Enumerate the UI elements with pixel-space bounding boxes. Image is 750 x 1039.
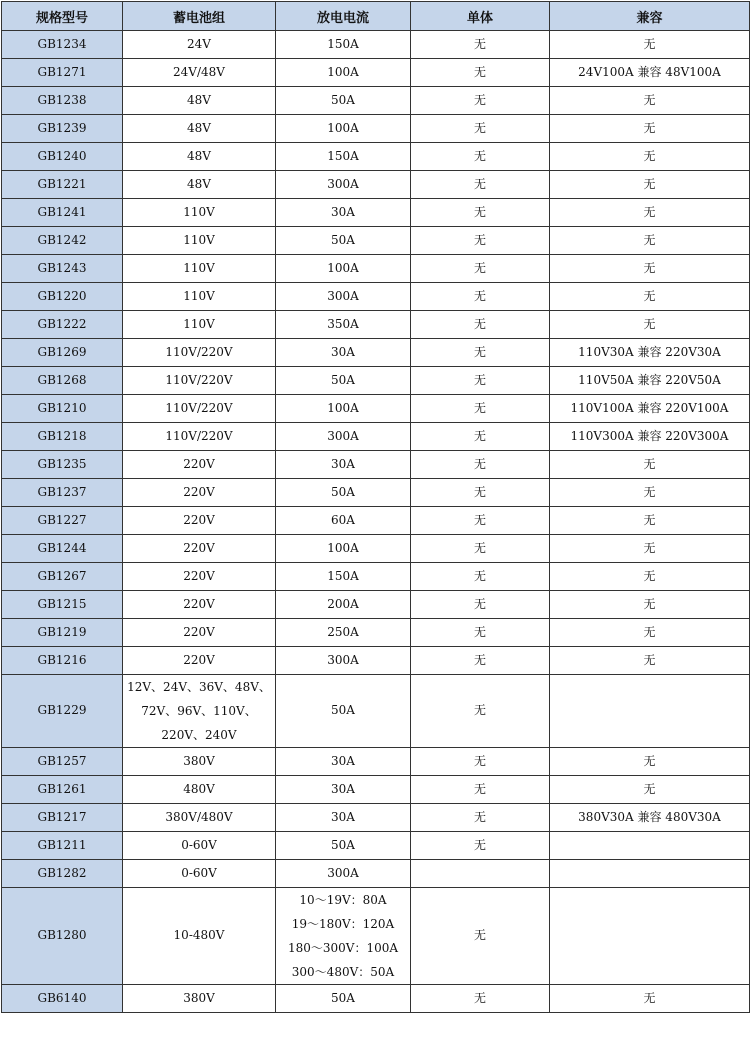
table-row [2, 888, 750, 985]
table-row [2, 367, 750, 395]
table-row [2, 563, 750, 591]
table-row [2, 199, 750, 227]
header-current: 放电电流 [276, 2, 411, 31]
model-cell: GB1239 [2, 115, 123, 143]
compat-cell: 无 [550, 507, 750, 535]
header-single: 单体 [411, 2, 550, 31]
compat-cell: 无 [550, 479, 750, 507]
table-row [2, 647, 750, 675]
battery-cell-line: 12V、24V、36V、48V、 [127, 680, 271, 694]
battery-cell: 110V [123, 283, 276, 311]
current-cell [276, 888, 411, 985]
single-cell: 无 [411, 985, 550, 1013]
compat-cell: 无 [550, 451, 750, 479]
header-row [2, 2, 750, 31]
table-row [2, 395, 750, 423]
battery-cell: 380V [123, 985, 276, 1013]
table-row [2, 59, 750, 87]
model-cell: GB1217 [2, 804, 123, 832]
current-cell: 300A [276, 171, 411, 199]
single-cell: 无 [411, 748, 550, 776]
current-cell: 350A [276, 311, 411, 339]
current-cell: 30A [276, 199, 411, 227]
single-cell: 无 [411, 832, 550, 860]
compat-cell: 无 [550, 227, 750, 255]
single-cell: 无 [411, 339, 550, 367]
model-cell: GB1234 [2, 31, 123, 59]
table-row [2, 227, 750, 255]
current-cell-line: 10～19V：80A [299, 893, 387, 907]
table-row [2, 619, 750, 647]
header-compat: 兼容 [550, 2, 750, 31]
single-cell: 无 [411, 563, 550, 591]
current-cell: 100A [276, 535, 411, 563]
compat-cell: 110V30A 兼容 220V30A [550, 339, 750, 367]
current-cell: 30A [276, 451, 411, 479]
current-cell: 50A [276, 367, 411, 395]
header-model: 规格型号 [2, 2, 123, 31]
single-cell: 无 [411, 888, 550, 985]
battery-cell: 220V [123, 647, 276, 675]
battery-cell: 110V [123, 227, 276, 255]
battery-cell-line: 220V、240V [161, 728, 237, 742]
model-cell: GB1268 [2, 367, 123, 395]
current-cell: 30A [276, 748, 411, 776]
battery-cell: 24V [123, 31, 276, 59]
current-cell: 300A [276, 423, 411, 451]
single-cell: 无 [411, 367, 550, 395]
single-cell: 无 [411, 143, 550, 171]
table-body [2, 31, 750, 1013]
single-cell: 无 [411, 647, 550, 675]
single-cell [411, 860, 550, 888]
battery-cell: 110V/220V [123, 423, 276, 451]
current-cell: 50A [276, 675, 411, 748]
single-cell: 无 [411, 171, 550, 199]
compat-cell: 无 [550, 115, 750, 143]
single-cell: 无 [411, 535, 550, 563]
table-row [2, 535, 750, 563]
single-cell: 无 [411, 619, 550, 647]
current-cell: 60A [276, 507, 411, 535]
model-cell: GB1227 [2, 507, 123, 535]
compat-cell: 110V100A 兼容 220V100A [550, 395, 750, 423]
battery-cell: 220V [123, 619, 276, 647]
current-cell-line: 180～300V：100A [287, 941, 399, 955]
table-row [2, 143, 750, 171]
current-cell-line: 19～180V：120A [291, 917, 395, 931]
battery-cell: 110V/220V [123, 395, 276, 423]
battery-cell: 220V [123, 563, 276, 591]
current-cell: 150A [276, 563, 411, 591]
battery-cell: 380V [123, 748, 276, 776]
model-cell: GB1241 [2, 199, 123, 227]
battery-cell: 480V [123, 776, 276, 804]
single-cell: 无 [411, 311, 550, 339]
battery-cell: 220V [123, 479, 276, 507]
compat-cell: 无 [550, 776, 750, 804]
battery-cell: 220V [123, 451, 276, 479]
battery-cell: 220V [123, 591, 276, 619]
single-cell: 无 [411, 591, 550, 619]
spec-table [1, 1, 750, 1013]
current-cell: 150A [276, 31, 411, 59]
compat-cell [550, 860, 750, 888]
single-cell: 无 [411, 283, 550, 311]
compat-cell: 380V30A 兼容 480V30A [550, 804, 750, 832]
current-cell: 150A [276, 143, 411, 171]
compat-cell: 无 [550, 143, 750, 171]
battery-cell: 48V [123, 143, 276, 171]
table-row [2, 860, 750, 888]
current-cell: 30A [276, 339, 411, 367]
table-row [2, 115, 750, 143]
current-cell: 300A [276, 283, 411, 311]
model-cell: GB1229 [2, 675, 123, 748]
header-battery: 蓄电池组 [123, 2, 276, 31]
battery-cell: 380V/480V [123, 804, 276, 832]
single-cell: 无 [411, 59, 550, 87]
model-cell: GB1267 [2, 563, 123, 591]
model-cell: GB1269 [2, 339, 123, 367]
current-cell: 50A [276, 832, 411, 860]
compat-cell: 110V300A 兼容 220V300A [550, 423, 750, 451]
compat-cell: 无 [550, 748, 750, 776]
compat-cell: 110V50A 兼容 220V50A [550, 367, 750, 395]
table-row [2, 507, 750, 535]
current-cell: 50A [276, 227, 411, 255]
battery-cell: 48V [123, 115, 276, 143]
battery-cell [123, 675, 276, 748]
table-row [2, 591, 750, 619]
battery-cell-line: 72V、96V、110V、 [141, 704, 257, 718]
compat-cell: 无 [550, 283, 750, 311]
battery-cell: 110V [123, 255, 276, 283]
model-cell: GB1237 [2, 479, 123, 507]
battery-cell: 24V/48V [123, 59, 276, 87]
battery-cell: 48V [123, 171, 276, 199]
model-cell: GB1242 [2, 227, 123, 255]
model-cell: GB1222 [2, 311, 123, 339]
single-cell: 无 [411, 451, 550, 479]
compat-cell [550, 675, 750, 748]
battery-cell: 110V [123, 311, 276, 339]
table-row [2, 832, 750, 860]
battery-cell: 48V [123, 87, 276, 115]
single-cell: 无 [411, 776, 550, 804]
model-cell: GB1220 [2, 283, 123, 311]
table-row [2, 283, 750, 311]
battery-cell: 220V [123, 507, 276, 535]
model-cell: GB1261 [2, 776, 123, 804]
battery-cell: 10-480V [123, 888, 276, 985]
current-cell: 50A [276, 985, 411, 1013]
single-cell: 无 [411, 255, 550, 283]
battery-cell: 110V [123, 199, 276, 227]
table-row [2, 479, 750, 507]
single-cell: 无 [411, 115, 550, 143]
table-row [2, 87, 750, 115]
model-cell: GB1243 [2, 255, 123, 283]
table-row [2, 255, 750, 283]
table-row [2, 171, 750, 199]
current-cell-line: 300～480V：50A [291, 965, 395, 979]
single-cell: 无 [411, 507, 550, 535]
compat-cell: 无 [550, 311, 750, 339]
table-row [2, 748, 750, 776]
current-cell: 250A [276, 619, 411, 647]
table-row [2, 31, 750, 59]
compat-cell [550, 888, 750, 985]
compat-cell: 无 [550, 563, 750, 591]
table-row [2, 804, 750, 832]
current-cell: 200A [276, 591, 411, 619]
model-cell: GB1218 [2, 423, 123, 451]
model-cell: GB1244 [2, 535, 123, 563]
model-cell: GB1221 [2, 171, 123, 199]
table-row [2, 311, 750, 339]
compat-cell: 无 [550, 535, 750, 563]
single-cell: 无 [411, 87, 550, 115]
current-cell: 100A [276, 115, 411, 143]
battery-cell: 0-60V [123, 832, 276, 860]
battery-cell: 110V/220V [123, 367, 276, 395]
single-cell: 无 [411, 199, 550, 227]
current-cell: 100A [276, 395, 411, 423]
compat-cell: 无 [550, 619, 750, 647]
battery-cell: 110V/220V [123, 339, 276, 367]
table-row [2, 339, 750, 367]
model-cell: GB1280 [2, 888, 123, 985]
model-cell: GB1240 [2, 143, 123, 171]
single-cell: 无 [411, 804, 550, 832]
battery-cell: 0-60V [123, 860, 276, 888]
compat-cell: 无 [550, 255, 750, 283]
single-cell: 无 [411, 423, 550, 451]
model-cell: GB1215 [2, 591, 123, 619]
compat-cell: 无 [550, 647, 750, 675]
model-cell: GB1210 [2, 395, 123, 423]
current-cell: 100A [276, 255, 411, 283]
single-cell: 无 [411, 675, 550, 748]
model-cell: GB1257 [2, 748, 123, 776]
current-cell: 300A [276, 860, 411, 888]
current-cell: 50A [276, 479, 411, 507]
model-cell: GB1238 [2, 87, 123, 115]
compat-cell: 无 [550, 87, 750, 115]
battery-cell: 220V [123, 535, 276, 563]
model-cell: GB1219 [2, 619, 123, 647]
current-cell: 100A [276, 59, 411, 87]
table-row [2, 776, 750, 804]
single-cell: 无 [411, 395, 550, 423]
table-row [2, 423, 750, 451]
model-cell: GB6140 [2, 985, 123, 1013]
model-cell: GB1235 [2, 451, 123, 479]
table-row [2, 675, 750, 748]
current-cell: 30A [276, 776, 411, 804]
current-cell: 50A [276, 87, 411, 115]
compat-cell: 无 [550, 591, 750, 619]
model-cell: GB1282 [2, 860, 123, 888]
compat-cell: 无 [550, 985, 750, 1013]
compat-cell: 无 [550, 199, 750, 227]
compat-cell [550, 832, 750, 860]
compat-cell: 无 [550, 31, 750, 59]
model-cell: GB1216 [2, 647, 123, 675]
single-cell: 无 [411, 227, 550, 255]
compat-cell: 24V100A 兼容 48V100A [550, 59, 750, 87]
single-cell: 无 [411, 31, 550, 59]
table-row [2, 985, 750, 1013]
model-cell: GB1271 [2, 59, 123, 87]
single-cell: 无 [411, 479, 550, 507]
current-cell: 30A [276, 804, 411, 832]
compat-cell: 无 [550, 171, 750, 199]
model-cell: GB1211 [2, 832, 123, 860]
current-cell: 300A [276, 647, 411, 675]
table-row [2, 451, 750, 479]
